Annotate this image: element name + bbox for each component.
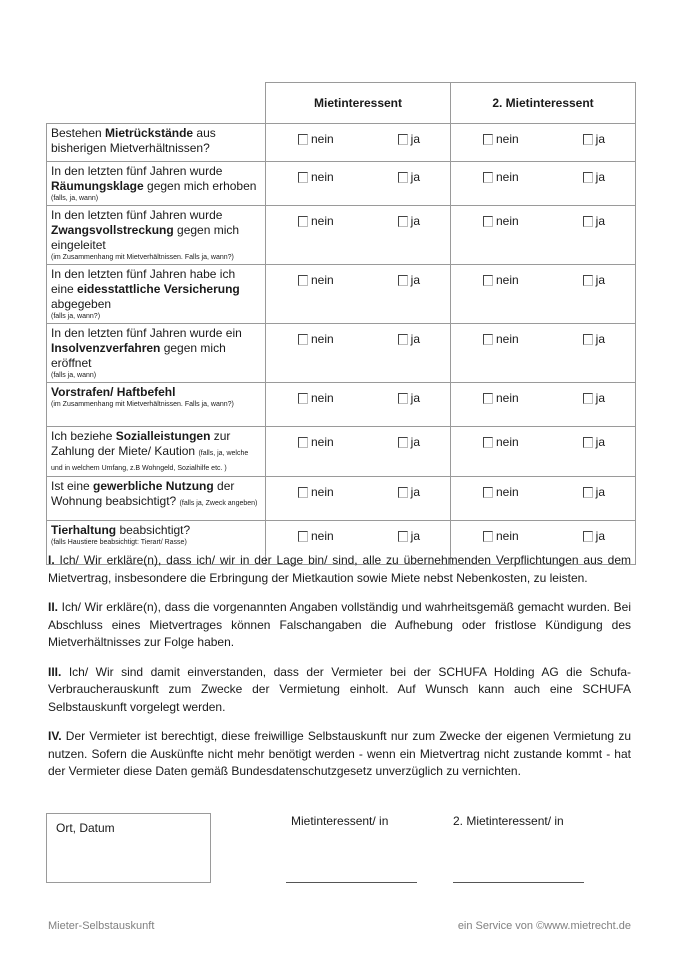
no-checkbox[interactable] <box>298 334 308 345</box>
no-option[interactable] <box>483 214 519 228</box>
yes-checkbox[interactable] <box>398 437 408 448</box>
question-text <box>47 124 265 158</box>
yes-option[interactable] <box>583 332 605 346</box>
no-checkbox[interactable] <box>298 393 308 404</box>
yes-option[interactable] <box>583 391 605 405</box>
no-option[interactable] <box>483 273 519 287</box>
yes-label: ja <box>410 529 420 543</box>
yes-checkbox[interactable] <box>398 172 408 183</box>
question-keyword: Zwangsvollstreckung <box>51 223 174 237</box>
question-suffix: gegen mich eingeleitet <box>51 223 240 252</box>
question-keyword: gewerbliche Nutzung <box>93 479 214 493</box>
question-suffix: beabsichtigt? <box>116 523 191 537</box>
yes-label: ja <box>595 435 605 449</box>
no-label: nein <box>311 214 334 228</box>
no-option[interactable] <box>483 332 519 346</box>
question-cell <box>47 477 266 521</box>
question-suffix: aus bisherigen Mietverhältnissen? <box>51 126 216 155</box>
paragraph-text: Ich/ Wir erkläre(n), dass ich/ wir in der Lage bin/ sind, alle zu übernehmenden Verpflichtungen aus dem Mietvertrag, insbesondere die Erbringung der Mietkaution sowie Miete nebst Nebenkosten, zu leisten. <box>48 553 631 585</box>
question-suffix: gegen mich erhoben <box>143 179 257 193</box>
footer-right: ein Service von ©www.mietrecht.de <box>457 920 631 932</box>
questionnaire-table <box>46 82 636 565</box>
question-keyword: Räumungsklage <box>51 179 144 193</box>
question-text <box>47 521 265 549</box>
answer-options <box>451 124 635 146</box>
question-prefix: Bestehen <box>51 126 106 140</box>
question-prefix: In den letzten fünf Jahren wurde <box>51 164 223 178</box>
yes-checkbox[interactable] <box>398 134 408 145</box>
question-note: (falls ja, wann?) <box>51 313 101 320</box>
answer-cell-applicant-1 <box>266 324 451 383</box>
answer-options <box>451 477 635 499</box>
no-label: nein <box>496 435 519 449</box>
yes-option[interactable] <box>398 435 420 449</box>
yes-option[interactable] <box>583 132 605 146</box>
paragraph-text: Ich/ Wir sind damit einverstanden, dass der Vermieter bei der SCHUFA Holding AG die Schufa-Verbraucherauskunft zum Zwecke der Vermietung einholt. Auf Wunsch kann auch eine SCHUFA Selbstauskunft vorgelegt werden. <box>48 664 631 714</box>
question-cell <box>47 206 266 265</box>
no-checkbox[interactable] <box>483 134 493 145</box>
no-option[interactable] <box>298 485 334 499</box>
paragraph-text: Der Vermieter ist berechtigt, diese freiwillige Selbstauskunft nur zum Zwecke der eigenen Vermietung zu nutzen. Sofern die Auskünfte nicht mehr benötigt werden - wenn ein Mietvertrag nicht zustande kommt - hat der Vermieter diese Daten gemäß Bundesdatenschutzgesetz unverzüglich zu vernichten. <box>48 729 631 778</box>
question-text <box>47 265 265 323</box>
question-suffix: abgegeben <box>51 297 112 311</box>
no-checkbox[interactable] <box>298 172 308 183</box>
yes-label: ja <box>410 435 420 449</box>
yes-checkbox[interactable] <box>583 531 593 542</box>
question-row <box>47 124 636 162</box>
signature-label-applicant-1: Mietinteressent/ in <box>291 814 389 828</box>
yes-option[interactable] <box>398 214 420 228</box>
yes-label: ja <box>595 485 605 499</box>
yes-option[interactable] <box>583 529 605 543</box>
no-option[interactable] <box>298 214 334 228</box>
yes-option[interactable] <box>398 170 420 184</box>
header-blank-cell <box>47 83 266 124</box>
answer-options <box>266 383 450 405</box>
yes-label: ja <box>595 214 605 228</box>
question-row <box>47 265 636 324</box>
answer-cell-applicant-1 <box>266 265 451 324</box>
question-row <box>47 206 636 265</box>
yes-label: ja <box>595 273 605 287</box>
question-keyword: Insolvenzverfahren <box>51 341 161 355</box>
no-label: nein <box>311 485 334 499</box>
yes-checkbox[interactable] <box>398 275 408 286</box>
answer-cell-applicant-2 <box>451 427 636 477</box>
question-prefix: In den letzten fünf Jahren habe ich eine <box>51 267 236 296</box>
yes-label: ja <box>595 391 605 405</box>
question-note: (im Zusammenhang mit Mietverhältnissen. Falls ja, wann?) <box>51 254 234 261</box>
no-checkbox[interactable] <box>483 531 493 542</box>
no-label: nein <box>496 391 519 405</box>
no-label: nein <box>496 273 519 287</box>
yes-checkbox[interactable] <box>583 487 593 498</box>
yes-label: ja <box>595 529 605 543</box>
question-cell <box>47 383 266 427</box>
question-note: (falls, ja, wann) <box>51 195 99 202</box>
answer-options <box>451 206 635 228</box>
no-label: nein <box>311 273 334 287</box>
no-checkbox[interactable] <box>483 487 493 498</box>
question-note: (falls ja, wann) <box>51 372 97 379</box>
yes-label: ja <box>410 170 420 184</box>
answer-options <box>451 324 635 346</box>
question-note: (falls, ja, welche und in welchem Umfang, z.B Wohngeld, Sozialhilfe etc. ) <box>51 450 249 472</box>
no-option[interactable] <box>483 485 519 499</box>
answer-options <box>451 521 635 543</box>
paragraph-number: III. <box>48 664 62 679</box>
yes-checkbox[interactable] <box>583 393 593 404</box>
yes-checkbox[interactable] <box>583 134 593 145</box>
answer-cell-applicant-1 <box>266 206 451 265</box>
no-option[interactable] <box>298 435 334 449</box>
no-option[interactable] <box>483 132 519 146</box>
answer-options <box>451 265 635 287</box>
answer-options <box>266 521 450 543</box>
yes-checkbox[interactable] <box>583 334 593 345</box>
question-suffix: gegen mich eröffnet <box>51 341 226 370</box>
question-suffix: zur Zahlung der Miete/ Kaution <box>51 429 231 458</box>
question-prefix: In den letzten fünf Jahren wurde <box>51 208 223 222</box>
no-option[interactable] <box>298 132 334 146</box>
yes-option[interactable] <box>398 391 420 405</box>
question-cell <box>47 265 266 324</box>
question-cell <box>47 124 266 162</box>
yes-label: ja <box>595 332 605 346</box>
no-label: nein <box>311 132 334 146</box>
yes-option[interactable] <box>398 332 420 346</box>
no-label: nein <box>311 332 334 346</box>
yes-label: ja <box>410 214 420 228</box>
question-keyword: Sozialleistungen <box>115 429 211 443</box>
question-cell <box>47 324 266 383</box>
question-text <box>47 477 265 511</box>
no-label: nein <box>311 529 334 543</box>
yes-option[interactable] <box>398 529 420 543</box>
yes-option[interactable] <box>398 485 420 499</box>
yes-option[interactable] <box>583 214 605 228</box>
yes-option[interactable] <box>398 132 420 146</box>
yes-checkbox[interactable] <box>398 393 408 404</box>
question-text <box>47 206 265 264</box>
question-keyword: Mietrückstände <box>105 126 194 140</box>
yes-label: ja <box>410 132 420 146</box>
yes-label: ja <box>595 132 605 146</box>
no-option[interactable] <box>298 529 334 543</box>
no-option[interactable] <box>483 529 519 543</box>
question-keyword: Vorstrafen/ Haftbefehl <box>51 385 176 399</box>
question-cell <box>47 427 266 477</box>
question-row <box>47 324 636 383</box>
question-row <box>47 427 636 477</box>
answer-options <box>266 324 450 346</box>
signature-line-applicant-2[interactable] <box>453 882 584 883</box>
no-label: nein <box>311 435 334 449</box>
yes-checkbox[interactable] <box>583 216 593 227</box>
question-cell <box>47 162 266 206</box>
answer-options <box>266 265 450 287</box>
yes-checkbox[interactable] <box>398 216 408 227</box>
header-applicant-2: 2. Mietinteressent <box>451 83 636 124</box>
answer-cell-applicant-2 <box>451 162 636 206</box>
answer-cell-applicant-1 <box>266 477 451 521</box>
no-option[interactable] <box>298 332 334 346</box>
question-prefix: Ist eine <box>51 479 94 493</box>
question-text <box>47 383 265 411</box>
answer-cell-applicant-2 <box>451 206 636 265</box>
no-label: nein <box>496 485 519 499</box>
yes-label: ja <box>410 332 420 346</box>
no-checkbox[interactable] <box>298 487 308 498</box>
answer-cell-applicant-2 <box>451 324 636 383</box>
answer-options <box>266 206 450 228</box>
no-option[interactable] <box>483 170 519 184</box>
yes-checkbox[interactable] <box>583 275 593 286</box>
no-label: nein <box>496 214 519 228</box>
no-checkbox[interactable] <box>298 275 308 286</box>
no-label: nein <box>496 132 519 146</box>
header-applicant-1: Mietinteressent <box>266 83 451 124</box>
yes-option[interactable] <box>398 273 420 287</box>
answer-cell-applicant-2 <box>451 477 636 521</box>
yes-checkbox[interactable] <box>398 334 408 345</box>
answer-options <box>266 162 450 184</box>
no-option[interactable] <box>298 273 334 287</box>
signature-label-applicant-2: 2. Mietinteressent/ in <box>453 814 564 828</box>
question-keyword: Tierhaltung <box>51 523 117 537</box>
yes-option[interactable] <box>583 273 605 287</box>
declaration-paragraph <box>48 599 631 652</box>
no-checkbox[interactable] <box>298 437 308 448</box>
question-text <box>47 162 265 205</box>
no-checkbox[interactable] <box>483 334 493 345</box>
answer-cell-applicant-1 <box>266 427 451 477</box>
answer-options <box>266 427 450 449</box>
no-option[interactable] <box>298 170 334 184</box>
yes-option[interactable] <box>583 435 605 449</box>
no-label: nein <box>311 391 334 405</box>
question-text <box>47 427 265 476</box>
answer-options <box>451 162 635 184</box>
no-checkbox[interactable] <box>483 172 493 183</box>
answer-cell-applicant-2 <box>451 383 636 427</box>
no-checkbox[interactable] <box>298 216 308 227</box>
yes-label: ja <box>410 273 420 287</box>
paragraph-number: IV. <box>48 729 62 743</box>
yes-checkbox[interactable] <box>398 531 408 542</box>
no-label: nein <box>311 170 334 184</box>
signature-line-applicant-1[interactable] <box>286 882 417 883</box>
answer-cell-applicant-1 <box>266 383 451 427</box>
answer-cell-applicant-2 <box>451 124 636 162</box>
no-option[interactable] <box>298 391 334 405</box>
question-suffix: der Wohnung beabsichtigt? <box>51 479 235 508</box>
paragraph-text: Ich/ Wir erkläre(n), dass die vorgenannten Angaben vollständig und wahrheitsgemäß gemacht wurden. Bei Abschluss eines Mietvertrages können Falschangaben die Aufhebung oder fristlose Kündigung des Mietverhältnisses zur Folge haben. <box>48 600 631 649</box>
answer-cell-applicant-1 <box>266 162 451 206</box>
no-label: nein <box>496 170 519 184</box>
no-checkbox[interactable] <box>483 275 493 286</box>
no-label: nein <box>496 529 519 543</box>
declaration-paragraph <box>48 552 631 587</box>
yes-checkbox[interactable] <box>398 487 408 498</box>
question-row <box>47 162 636 206</box>
no-checkbox[interactable] <box>483 216 493 227</box>
question-note: (falls ja, Zweck angeben) <box>179 500 258 507</box>
yes-label: ja <box>410 485 420 499</box>
declarations <box>48 552 631 793</box>
no-checkbox[interactable] <box>483 393 493 404</box>
yes-label: ja <box>410 391 420 405</box>
question-prefix: In den letzten fünf Jahren wurde ein <box>51 326 242 340</box>
answer-options <box>266 124 450 146</box>
declaration-paragraph <box>48 728 631 781</box>
answer-cell-applicant-2 <box>451 265 636 324</box>
question-text <box>47 324 265 382</box>
place-date-label: Ort, Datum <box>56 821 115 835</box>
yes-option[interactable] <box>583 170 605 184</box>
question-note: (im Zusammenhang mit Mietverhältnissen. Falls ja, wann?) <box>51 401 234 408</box>
yes-checkbox[interactable] <box>583 172 593 183</box>
question-note: (falls Haustiere beabsichtigt: Tierart/ Rasse) <box>51 539 187 546</box>
footer-left: Mieter-Selbstauskunft <box>48 920 155 932</box>
question-keyword: eidesstattliche Versicherung <box>77 282 240 296</box>
yes-label: ja <box>595 170 605 184</box>
no-checkbox[interactable] <box>483 437 493 448</box>
answer-options <box>266 477 450 499</box>
declaration-paragraph <box>48 664 631 717</box>
yes-checkbox[interactable] <box>583 437 593 448</box>
no-label: nein <box>496 332 519 346</box>
no-checkbox[interactable] <box>298 531 308 542</box>
question-prefix: Ich beziehe <box>51 429 116 443</box>
paragraph-number: I. <box>48 553 55 567</box>
no-option[interactable] <box>483 391 519 405</box>
answer-options <box>451 383 635 405</box>
yes-option[interactable] <box>583 485 605 499</box>
paragraph-number: II. <box>48 600 59 614</box>
answer-options <box>451 427 635 449</box>
question-row <box>47 477 636 521</box>
no-checkbox[interactable] <box>298 134 308 145</box>
question-row <box>47 383 636 427</box>
no-option[interactable] <box>483 435 519 449</box>
answer-cell-applicant-1 <box>266 124 451 162</box>
place-date-field[interactable] <box>46 813 211 883</box>
